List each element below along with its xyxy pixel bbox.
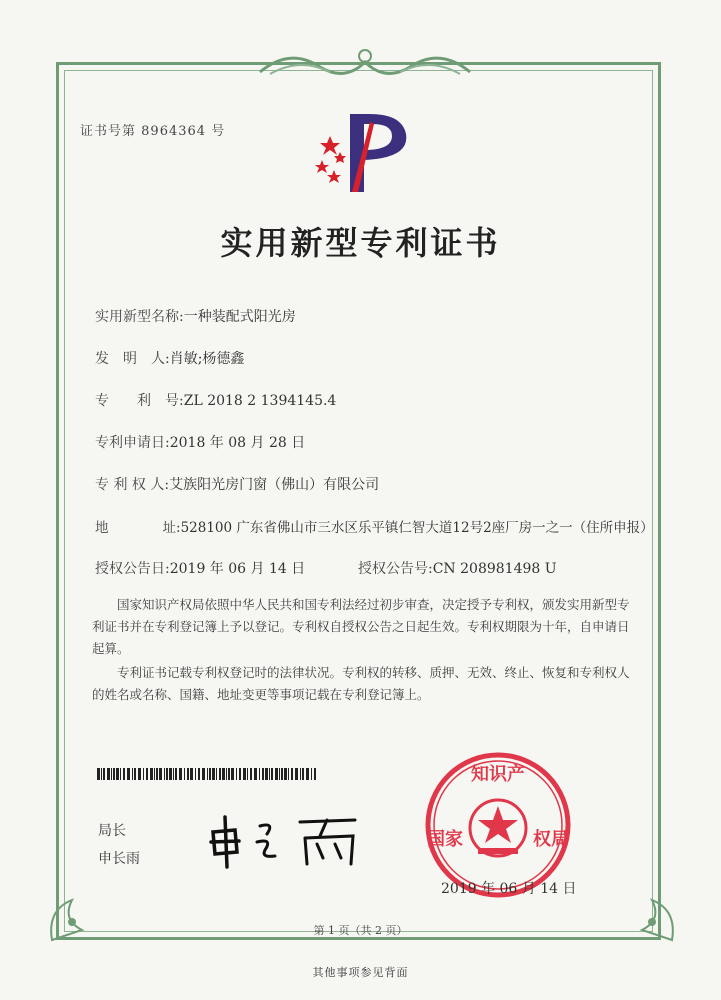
- barcode-bar: [275, 768, 278, 780]
- barcode-bar: [138, 768, 141, 780]
- field-value: 肖敏;杨德鑫: [169, 351, 245, 367]
- corner-ornament-bl: [42, 880, 102, 950]
- barcode-bar: [173, 768, 174, 780]
- seal-date: 2019 年 06 月 14 日: [441, 881, 577, 897]
- barcode-bar: [228, 768, 230, 780]
- field-label: 专 利 号:: [95, 393, 184, 409]
- certificate-paragraph-1: 国家知识产权局依照中华人民共和国专利法经过初步审查，决定授予专利权，颁发实用新型专利证书并在专利登记簿上予以登记。专利权自授权公告之日起生效。专利权期限为十年，自申请日起算。: [92, 597, 630, 656]
- barcode-bar: [288, 768, 289, 780]
- field-address: [95, 516, 654, 536]
- barcode-bar: [107, 768, 110, 780]
- barcode-bar: [254, 768, 257, 780]
- barcode-bar: [154, 768, 155, 780]
- barcode-bar: [159, 768, 162, 780]
- barcode-bar: [207, 768, 208, 780]
- top-ornament: [250, 42, 480, 82]
- barcode-bar: [250, 768, 252, 780]
- barcode-bar: [195, 768, 196, 780]
- barcode-bar: [97, 768, 100, 780]
- certificate-title: 实用新型专利证书: [220, 224, 501, 262]
- director-signature: [205, 812, 365, 872]
- barcode-bar: [226, 768, 227, 780]
- certificate-number: [80, 120, 225, 139]
- field-label: 发 明 人:: [95, 351, 170, 367]
- certificate-number-suffix: 号: [211, 124, 226, 139]
- barcode-bar: [166, 768, 168, 780]
- barcode-bar: [143, 768, 144, 780]
- barcode-bar: [134, 768, 136, 780]
- page-number: 第 1 页（共 2 页）: [313, 924, 408, 937]
- barcode-bar: [259, 768, 260, 780]
- footer-note: 其他事项参见背面: [312, 966, 409, 979]
- barcode-bar: [314, 768, 316, 780]
- barcode-bar: [156, 768, 158, 780]
- barcode-bar: [216, 768, 217, 780]
- field-value: 艾族阳光房门窗（佛山）有限公司: [169, 477, 380, 493]
- barcode-bar: [231, 768, 234, 780]
- barcode-bar: [271, 768, 273, 780]
- barcode-bar: [113, 768, 115, 780]
- barcode-bar: [239, 768, 241, 780]
- director-name: 申长雨: [98, 851, 140, 867]
- certificate-paragraph-2: 专利证书记载专利权登记时的法律状况。专利权的转移、质押、无效、终止、恢复和专利权人的姓名或名称、国籍、地址变更等事项记载在专利登记簿上。: [92, 665, 630, 702]
- field-grant-date: [95, 558, 305, 578]
- field-patentee: [95, 474, 379, 494]
- barcode-bar: [219, 768, 221, 780]
- barcode-bar: [127, 768, 130, 780]
- barcode-bar: [169, 768, 172, 780]
- barcode-bar: [184, 768, 185, 780]
- barcode-bar: [198, 768, 200, 780]
- barcode-bar: [247, 768, 248, 780]
- svg-text:知识产: 知识产: [471, 764, 525, 785]
- field-value: 2019 年 06 月 14 日: [169, 561, 306, 577]
- barcode-bar: [279, 768, 280, 780]
- svg-text:国家: 国家: [427, 829, 463, 850]
- barcode-bar: [164, 768, 165, 780]
- field-label: 专 利 权 人:: [95, 477, 170, 493]
- barcode-bar: [281, 768, 283, 780]
- barcode-bar: [120, 768, 121, 780]
- field-label: 授权公告号:: [358, 561, 433, 577]
- barcode-bar: [291, 768, 293, 780]
- barcode: [97, 768, 317, 780]
- barcode-bar: [111, 768, 112, 780]
- barcode-bar: [236, 768, 237, 780]
- barcode-bar: [116, 768, 119, 780]
- barcode-bar: [212, 768, 215, 780]
- field-filing-date: [95, 432, 305, 452]
- barcode-bar: [123, 768, 125, 780]
- barcode-bar: [311, 768, 312, 780]
- certificate-number-value: 8964364: [141, 124, 207, 139]
- field-value: 528100 广东省佛山市三水区乐平镇仁智大道12号2座厂房一之一（住所申报）: [180, 520, 654, 536]
- field-value: 一种装配式阳光房: [183, 309, 296, 325]
- barcode-bar: [295, 768, 298, 780]
- field-inventor: [95, 348, 244, 368]
- corner-ornament-br: [622, 880, 682, 950]
- field-value: 2018 年 08 月 28 日: [169, 435, 306, 451]
- field-utility-model-name: [95, 306, 296, 326]
- barcode-bar: [179, 768, 182, 780]
- field-patent-number: [95, 390, 336, 410]
- barcode-bar: [302, 768, 304, 780]
- barcode-bar: [187, 768, 189, 780]
- barcode-bar: [150, 768, 153, 780]
- field-value: CN 208981498 U: [432, 561, 557, 577]
- field-label: 地 址:: [95, 520, 181, 536]
- barcode-bar: [132, 768, 133, 780]
- director-title: 局长: [98, 823, 126, 839]
- barcode-bar: [202, 768, 205, 780]
- field-label: 授权公告日:: [95, 561, 170, 577]
- barcode-bar: [146, 768, 148, 780]
- barcode-bar: [101, 768, 102, 780]
- barcode-bar: [262, 768, 264, 780]
- barcode-bar: [265, 768, 268, 780]
- field-label: 实用新型名称:: [95, 309, 184, 325]
- barcode-bar: [300, 768, 301, 780]
- field-label: 专利申请日:: [95, 435, 170, 451]
- barcode-bar: [175, 768, 177, 780]
- barcode-bar: [222, 768, 225, 780]
- barcode-bar: [284, 768, 287, 780]
- barcode-bar: [243, 768, 246, 780]
- barcode-bar: [103, 768, 105, 780]
- svg-text:权局: 权局: [533, 829, 569, 850]
- barcode-bar: [209, 768, 211, 780]
- cnipa-logo-icon: [310, 108, 420, 198]
- barcode-bar: [269, 768, 270, 780]
- certificate-number-label: 证书号第: [80, 124, 137, 139]
- barcode-bar: [306, 768, 309, 780]
- barcode-bar: [190, 768, 193, 780]
- field-value: ZL 2018 2 1394145.4: [183, 393, 337, 409]
- field-grant-number: [358, 558, 557, 578]
